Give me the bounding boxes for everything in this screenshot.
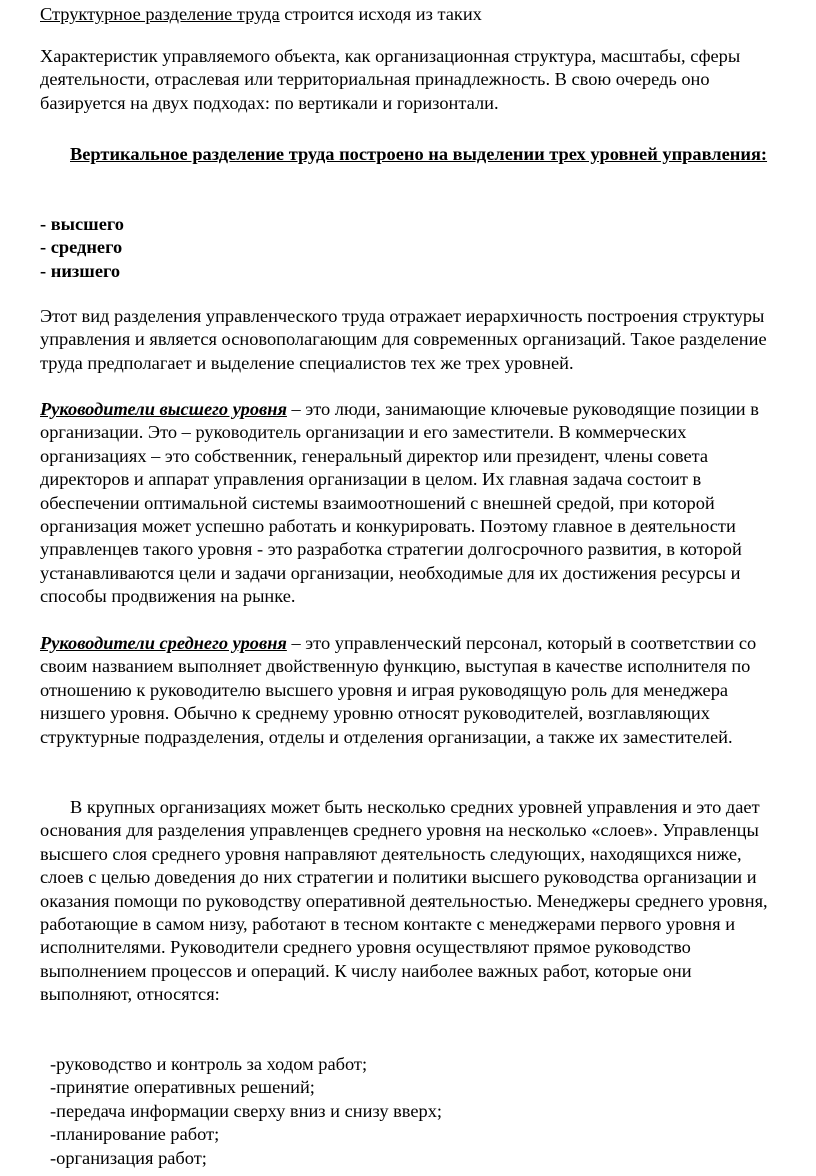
task-item: -планирование работ;	[50, 1124, 220, 1145]
level-item: - высшего	[40, 214, 124, 234]
middle-level-text: – это управленческий персонал, который в соответствии со своим названием выполняет двойственную функцию, выступая в качестве исполнителя по отношению к руководителю высшего уровня и играя руководящую роль для менеджера низшего уровня. Обычно к среднему уровню относят руководителей, возглавляющих структурные подразделения, отделы и отделения организации, а также их заместителей.	[40, 633, 757, 747]
top-level-term: Руководители высшего уровня	[40, 399, 287, 419]
middle-level-paragraph	[40, 632, 780, 749]
task-item: -руководство и контроль за ходом работ;	[50, 1054, 368, 1074]
vertical-description: Этот вид разделения управленческого труда отражает иерархичность построения структуры управления и является основополагающим для современных организаций. Такое разделение труда предполагает и выделение специалистов тех же трех уровней.	[40, 306, 767, 373]
levels-list	[40, 213, 780, 283]
task-item: -организация работ;	[50, 1147, 207, 1168]
top-level-text: – это люди, занимающие ключевые руководящие позиции в организации. Это – руководитель организации и его заместители. В коммерческих организациях – это собственник, генеральный директор или президент, члены совета директоров и аппарат управления организации в целом. Их главная задача состоит в обеспечении оптимальной системы взаимоотношений с внешней средой, при которой организация может успешно работать и конкурировать. Поэтому главное в деятельности управленцев такого уровня - это разработка стратегии долгосрочного развития, в которой устанавливаются цели и задачи организации, необходимые для их достижения ресурсы и способы продвижения на рынке.	[40, 399, 759, 607]
task-item: -принятие оперативных решений;	[50, 1077, 315, 1098]
intro-paragraph: Характеристик управляемого объекта, как организационная структура, масштабы, сферы деятельности, отраслевая или территориальная принадлежность. В свою очередь оно базируется на двух подходах: по вертикали и горизонтали.	[40, 46, 741, 113]
intro-first-line-rest: строится исходя из таких	[279, 4, 482, 24]
level-item: - среднего	[40, 237, 123, 258]
vertical-division-heading: Вертикальное разделение труда построено на выделении трех уровней управления:	[70, 144, 768, 164]
structural-division-term: Структурное разделение труда	[40, 4, 280, 24]
top-level-paragraph	[40, 398, 780, 609]
level-item: - низшего	[40, 260, 121, 281]
task-item: -передача информации сверху вниз и снизу вверх;	[50, 1100, 443, 1121]
large-orgs-paragraph: В крупных организациях может быть несколько средних уровней управления и это дает основания для разделения управленцев среднего уровня на несколько «слоев». Управленцы высшего слоя среднего уровня направляют деятельность следующих, находящихся ниже, слоев с целью доведения до них стратегии и политики высшего руководства организации и оказания помощи по руководству оперативной деятельностью. Менеджеры среднего уровня, работающие в самом низу, работают в тесном контакте с менеджерами первого уровня и исполнителями. Руководители среднего уровня осуществляют прямое руководство выполнением процессов и операций. К числу наиболее важных работ, которые они выполняют, относятся:	[40, 797, 768, 1005]
intro-first-line	[40, 3, 482, 26]
middle-level-term: Руководители среднего уровня	[40, 633, 287, 653]
tasks-list	[40, 1053, 780, 1170]
